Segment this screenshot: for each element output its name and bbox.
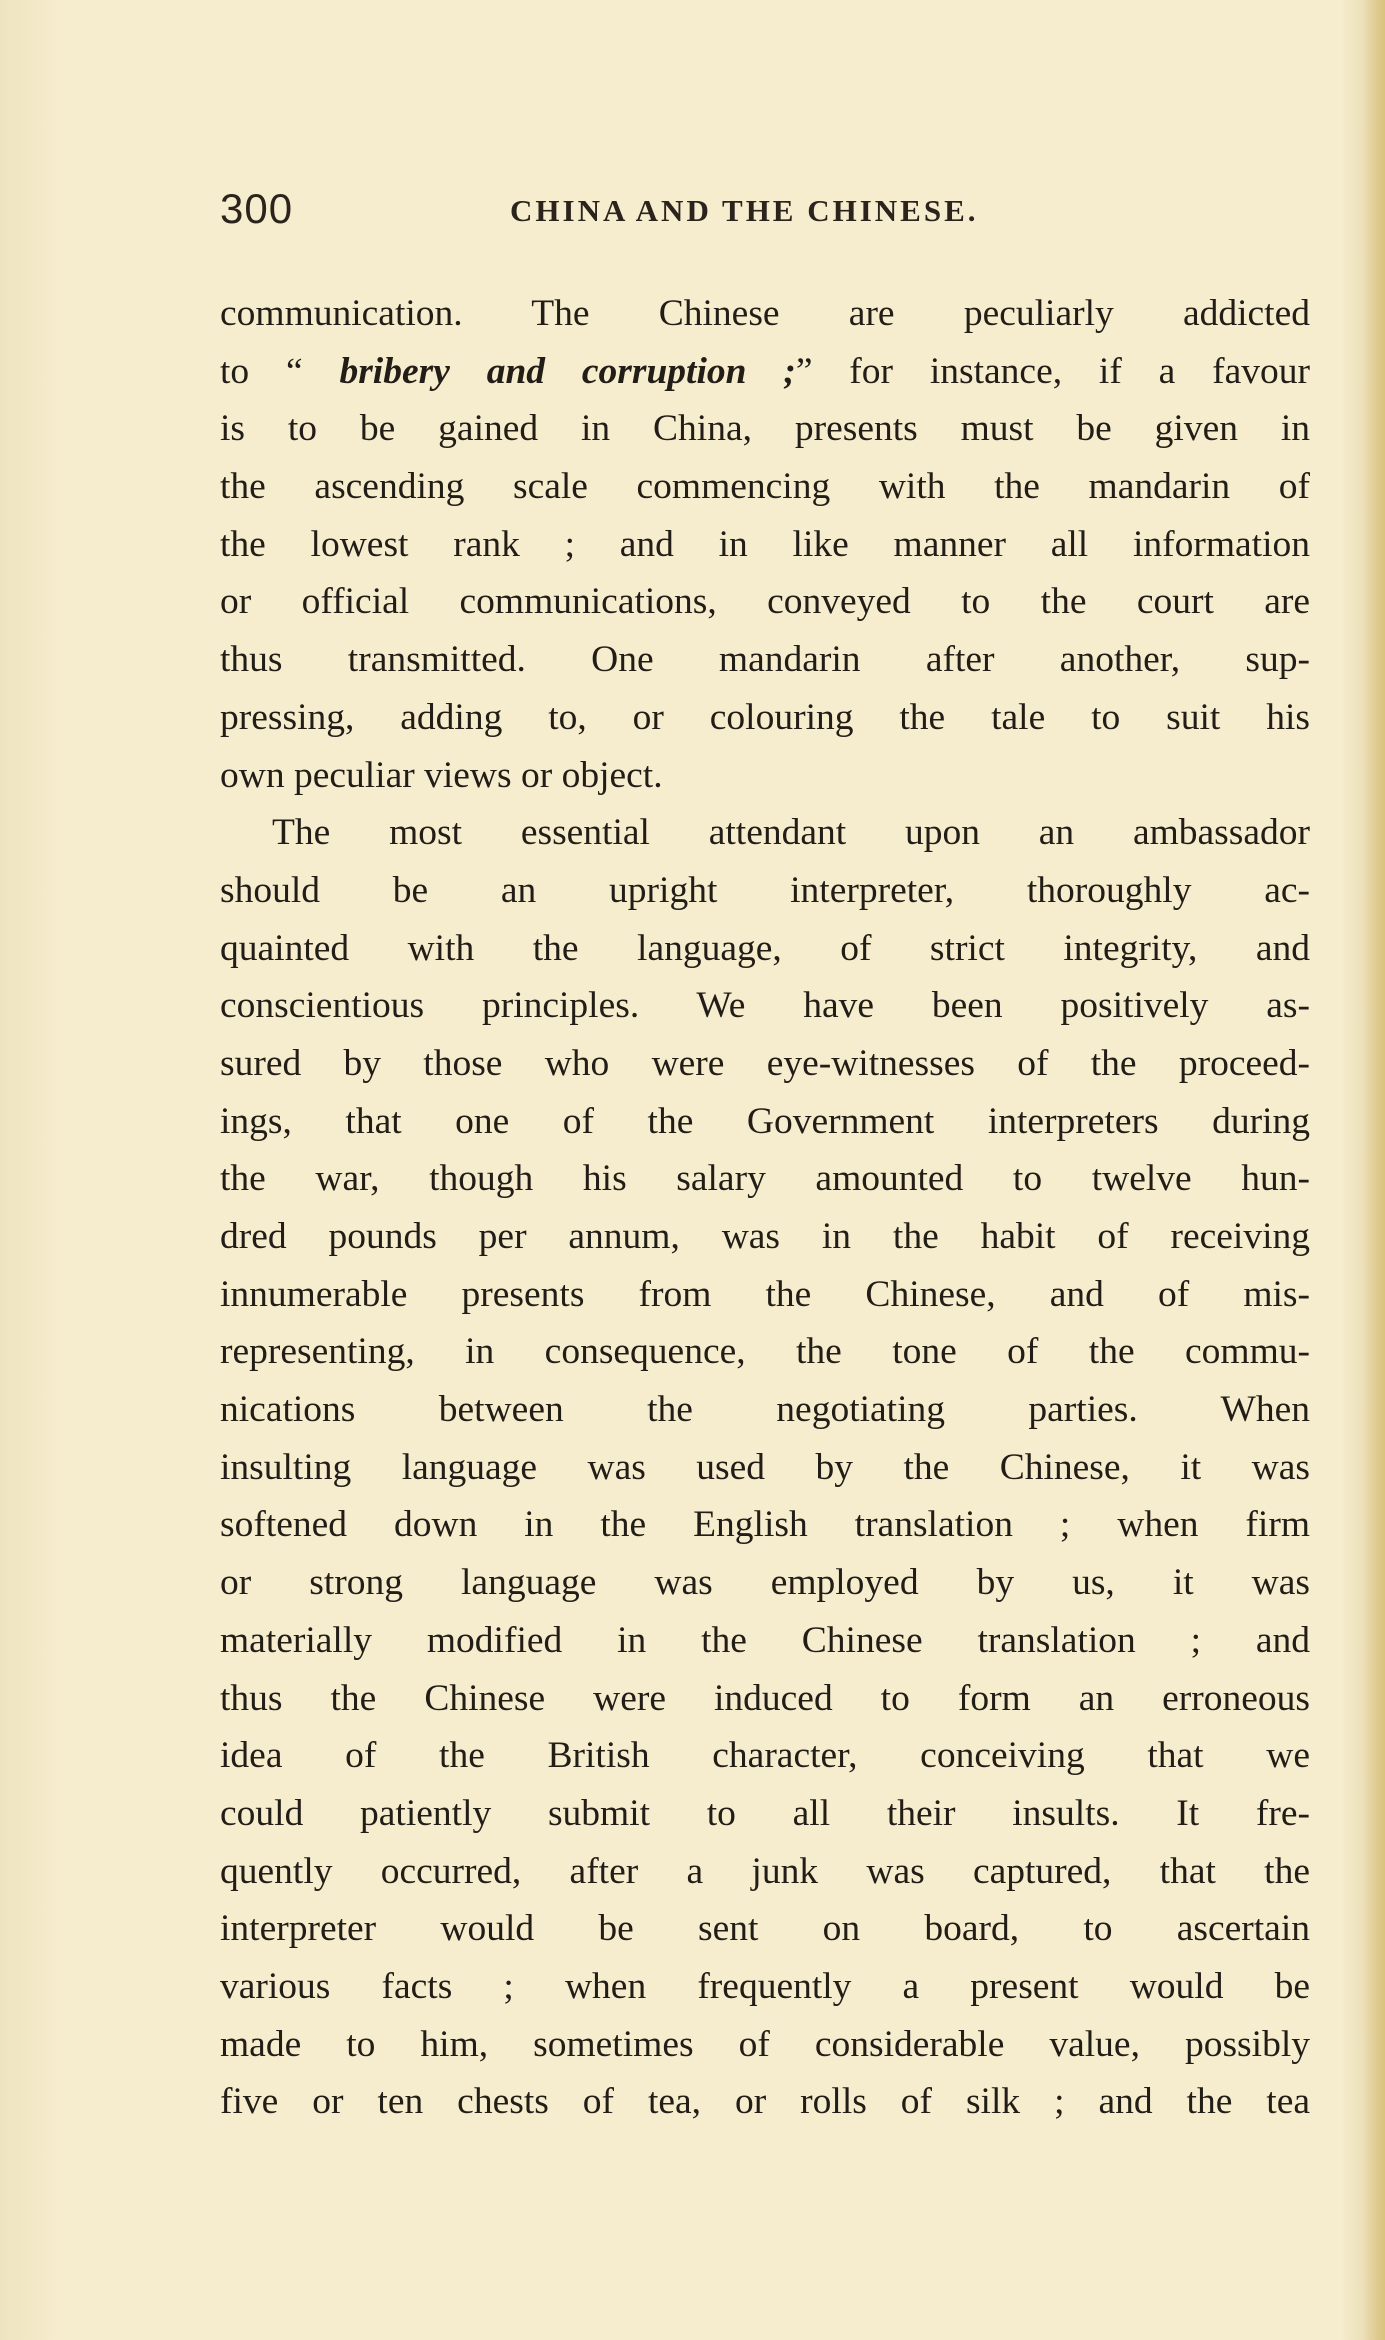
text-line: or strong language was employed by us, it was: [220, 1562, 1310, 1604]
text-line: sured by those who were eye-witnesses of the proceed-: [220, 1042, 1310, 1084]
text-line: or official communications, conveyed to the court are: [220, 581, 1310, 623]
text-line: thus the Chinese were induced to form an erroneous: [220, 1677, 1310, 1719]
running-head: [220, 185, 1310, 245]
text-line: thus transmitted. One mandarin after another, sup-: [220, 639, 1310, 681]
emphasis-text: bribery and corruption ;: [339, 350, 796, 392]
text-line: various facts ; when frequently a present would be: [220, 1965, 1310, 2007]
page-number: 300: [220, 185, 294, 232]
text-line: communication. The Chinese are peculiarly addicted: [220, 293, 1310, 334]
text-line-part: ” for instance, if a favour: [795, 350, 1310, 392]
text-line: ings, that one of the Government interpreters during: [220, 1100, 1310, 1142]
text-line: pressing, adding to, or colouring the tale to suit his: [220, 696, 1310, 738]
text-line: innumerable presents from the Chinese, and of mis-: [220, 1273, 1310, 1315]
text-line: representing, in consequence, the tone of the commu-: [220, 1331, 1310, 1373]
text-line: conscientious principles. We have been positively as-: [220, 985, 1310, 1027]
text-line: five or ten chests of tea, or rolls of silk ; and the tea: [220, 2081, 1310, 2123]
text-line: nications between the negotiating parties. When: [220, 1389, 1310, 1431]
text-line: dred pounds per annum, was in the habit of receiving: [220, 1216, 1310, 1257]
text-line: the lowest rank ; and in like manner all information: [220, 523, 1310, 565]
text-line: insulting language was used by the Chinese, it was: [220, 1446, 1310, 1488]
text-line: the ascending scale commencing with the mandarin of: [220, 466, 1310, 508]
text-line-part: to “: [220, 350, 340, 392]
text-line: should be an upright interpreter, thoroughly ac-: [220, 869, 1310, 911]
text-line: is to be gained in China, presents must be given in: [220, 408, 1310, 450]
running-title: CHINA AND THE CHINESE.: [510, 193, 979, 228]
text-line: [220, 343, 1310, 401]
text-line: the war, though his salary amounted to twelve hun-: [220, 1158, 1310, 1200]
text-line: own peculiar views or object.: [220, 754, 663, 796]
text-line: quainted with the language, of strict integrity, and: [220, 927, 1310, 969]
page-edge-shading: [1363, 0, 1385, 2340]
text-line: materially modified in the Chinese translation ; and: [220, 1619, 1310, 1661]
text-line: interpreter would be sent on board, to ascertain: [220, 1908, 1310, 1950]
body-text: [220, 285, 1310, 2131]
text-line: made to him, sometimes of considerable value, possibly: [220, 2023, 1310, 2065]
paragraph-start-line: The most essential attendant upon an ambassador: [272, 812, 1310, 854]
text-line: softened down in the English translation ; when firm: [220, 1504, 1310, 1546]
text-line: idea of the British character, conceiving that we: [220, 1735, 1310, 1777]
text-line: quently occurred, after a junk was captured, that the: [220, 1850, 1310, 1892]
text-line: could patiently submit to all their insults. It fre-: [220, 1792, 1310, 1834]
